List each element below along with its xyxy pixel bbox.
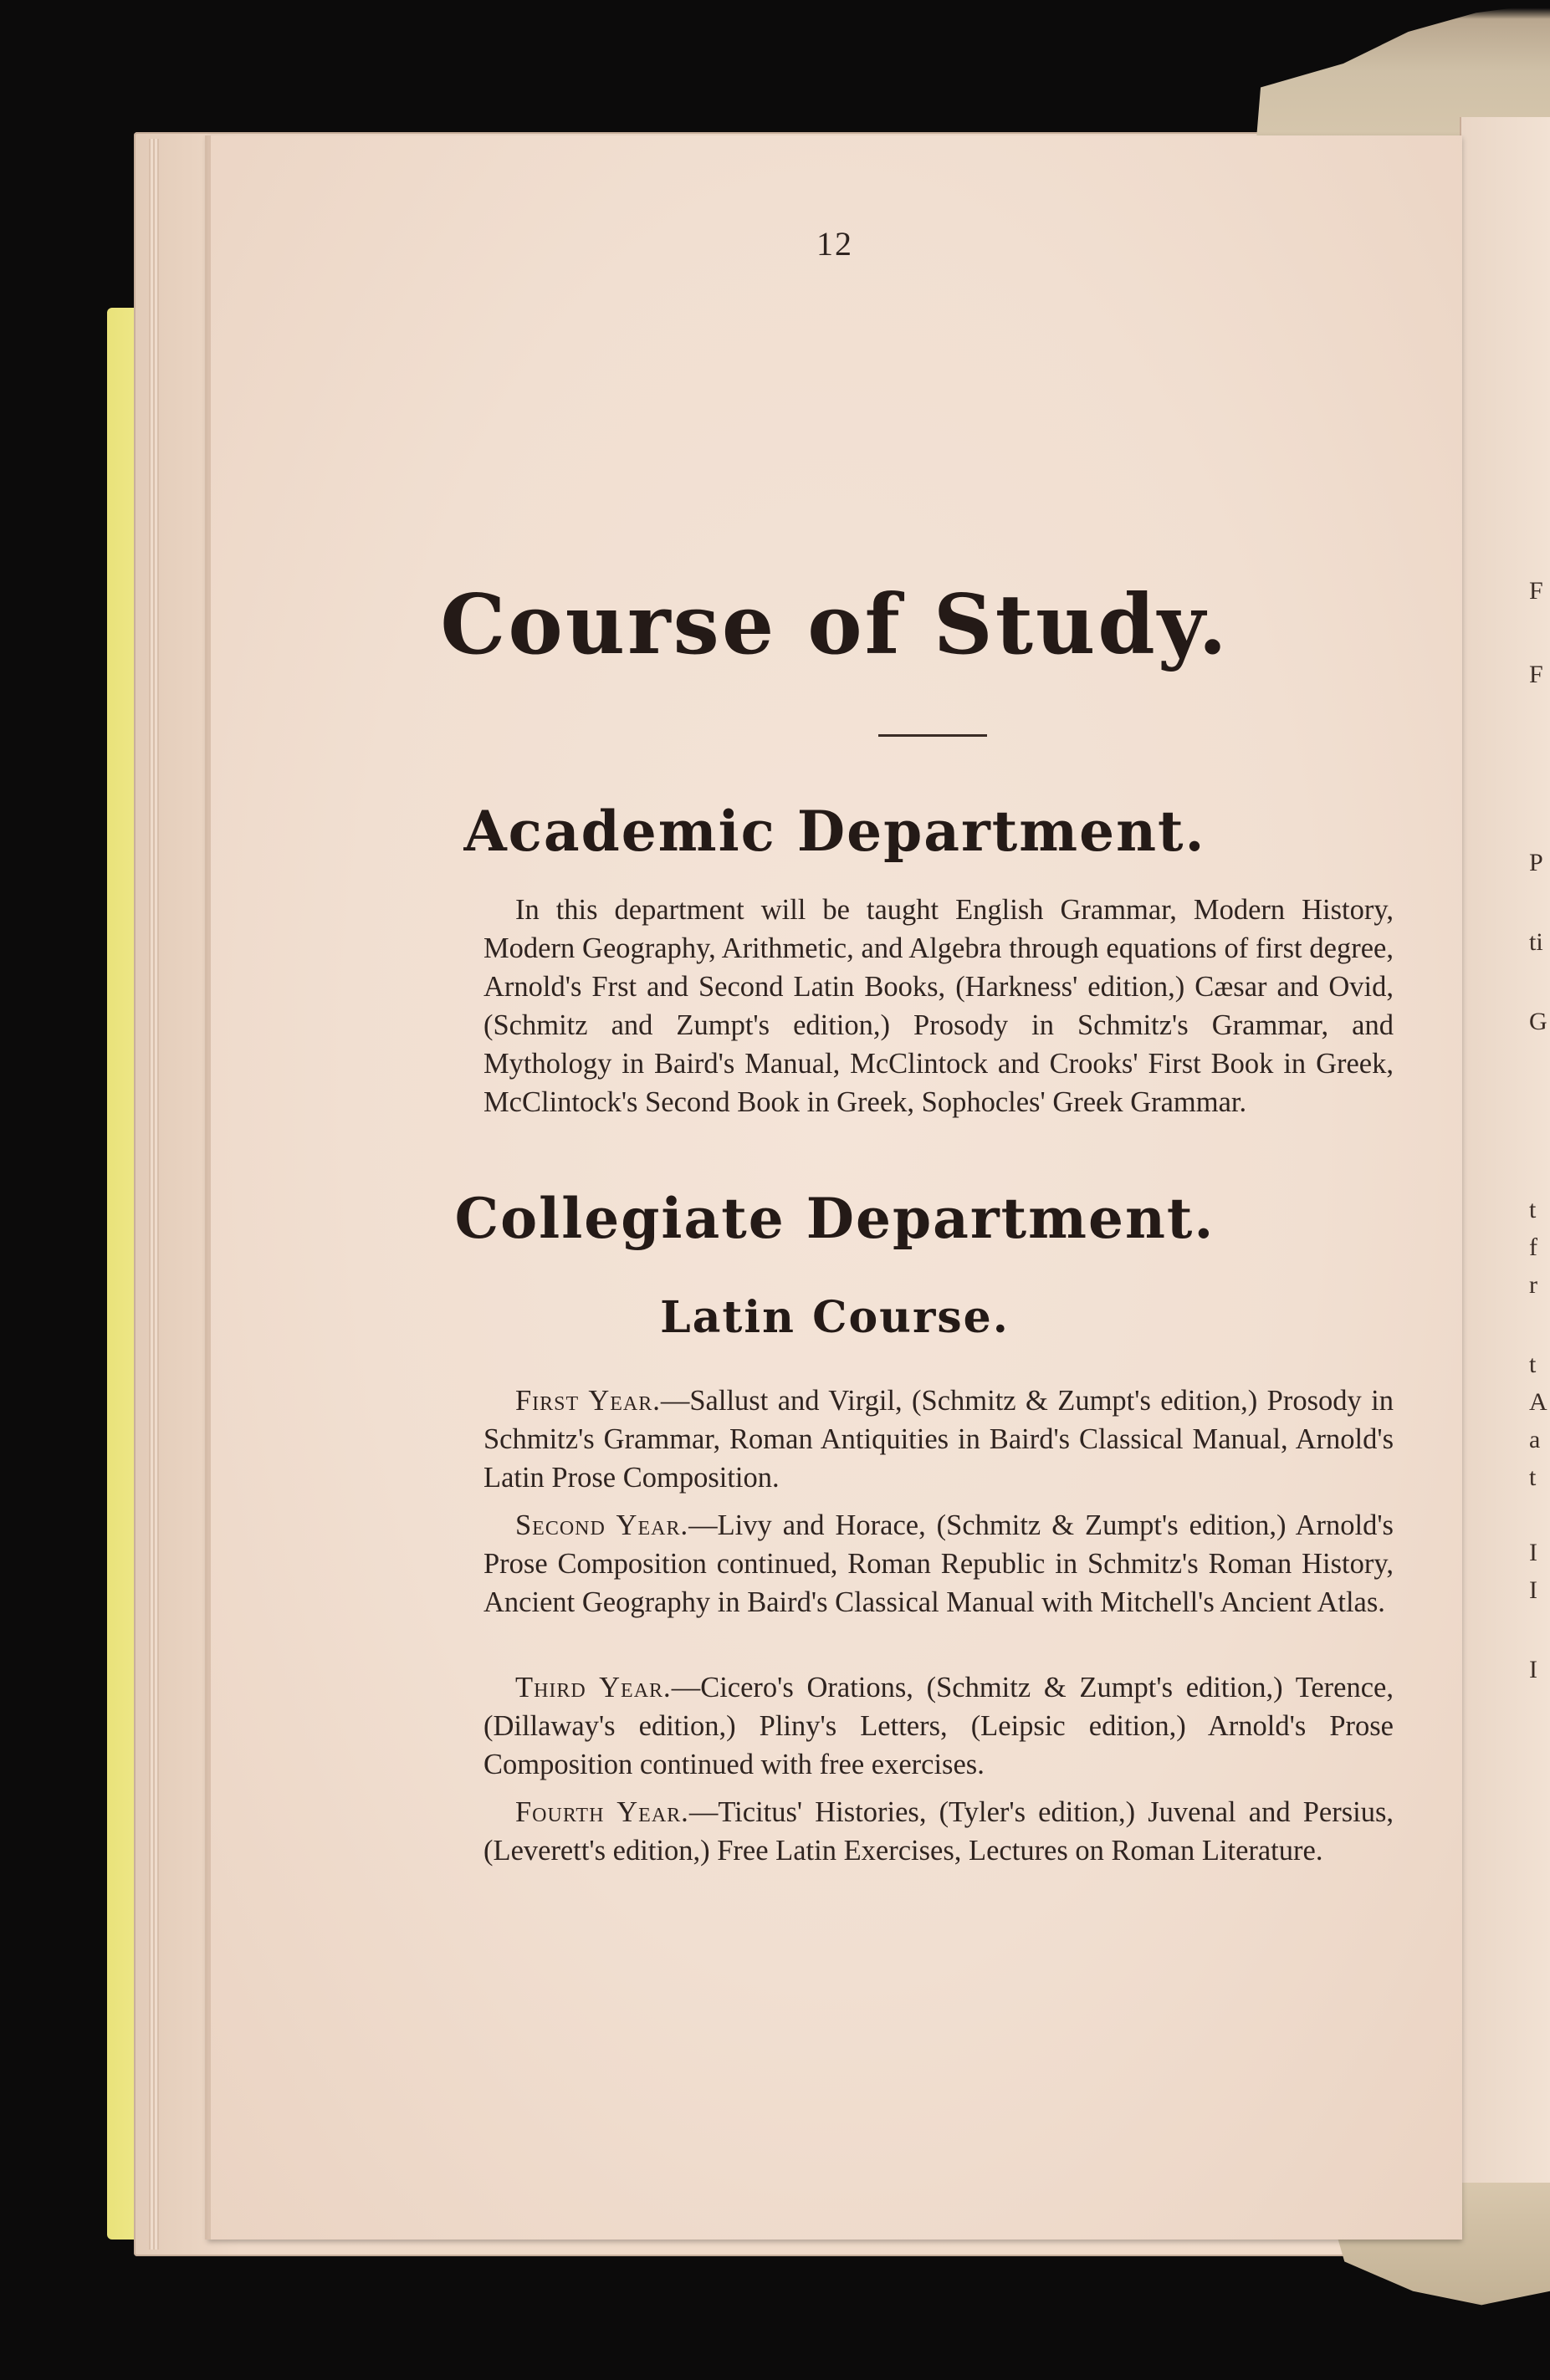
page-title: Course of Study.: [440, 577, 1230, 673]
third-year-label: Third Year.: [515, 1672, 672, 1703]
second-year-label: Second Year.: [515, 1509, 689, 1541]
fragment: I: [1529, 1656, 1537, 1683]
fragment: r: [1529, 1271, 1537, 1299]
fragment: I: [1529, 1576, 1537, 1604]
collegiate-heading: Collegiate Department.: [454, 1186, 1215, 1251]
third-year-paragraph: [483, 1668, 1394, 1784]
fragment: t: [1529, 1351, 1537, 1378]
first-year-paragraph: [483, 1382, 1394, 1497]
fragment: f: [1529, 1233, 1537, 1261]
fourth-year-label: Fourth Year.: [515, 1796, 689, 1828]
fragment: t: [1529, 1196, 1537, 1223]
latin-course-heading: Latin Course.: [660, 1292, 1010, 1343]
page-number: 12: [816, 225, 853, 263]
academic-paragraph: In this department will be taught English Grammar, Modern History, Modern Geography, Arithmetic, and Algebra through equations of first degree, Arnold's Frst and Second Latin Books, (Harkness' edition,) Cæsar and Ovid, (Schmitz and Zumpt's edition,) Prosody in Schmitz's Grammar, and Mythology in Baird's Manual, McClintock and Crooks' First Book in Greek, McClintock's Second Book in Greek, Sophocles' Greek Grammar.: [483, 894, 1394, 1118]
fragment: ti: [1529, 928, 1543, 956]
fragment: I: [1529, 1539, 1537, 1566]
first-year-text: —Sallust and Virgil, (Schmitz & Zumpt's edition,) Prosody in Schmitz's Grammar, Roman Antiquities in Baird's Classical Manual, Arnold's Latin Prose Composition.: [483, 1385, 1394, 1494]
fragment: F: [1529, 661, 1543, 688]
fourth-year-paragraph: [483, 1793, 1394, 1870]
fragment: a: [1529, 1426, 1541, 1453]
title-rule: [878, 734, 987, 737]
second-year-text: —Livy and Horace, (Schmitz & Zumpt's edition,) Arnold's Prose Composition continued, Roman Republic in Schmitz's Roman History, Ancient Geography in Baird's Classical Manual with Mitchell's Ancient Atlas.: [483, 1509, 1394, 1618]
third-year-text: —Cicero's Orations, (Schmitz & Zumpt's edition,) Terence, (Dillaway's edition,) Pliny's Letters, (Leipsic edition,) Arnold's Prose Composition continued with free exercises.: [483, 1672, 1394, 1780]
fragment: F: [1529, 577, 1543, 605]
fourth-year-text: —Ticitus' Histories, (Tyler's edition,) Juvenal and Persius, (Leverett's edition,) Free Latin Exercises, Lectures on Roman Literature.: [483, 1796, 1394, 1867]
fragment: G: [1529, 1008, 1547, 1035]
facing-page-fragments: [1529, 577, 1550, 1748]
second-year-paragraph: [483, 1506, 1394, 1622]
fragment: t: [1529, 1463, 1537, 1491]
academic-heading: Academic Department.: [463, 799, 1206, 864]
fragment: P: [1529, 849, 1543, 876]
first-year-label: First Year.: [515, 1385, 661, 1417]
fragment: A: [1529, 1388, 1547, 1416]
